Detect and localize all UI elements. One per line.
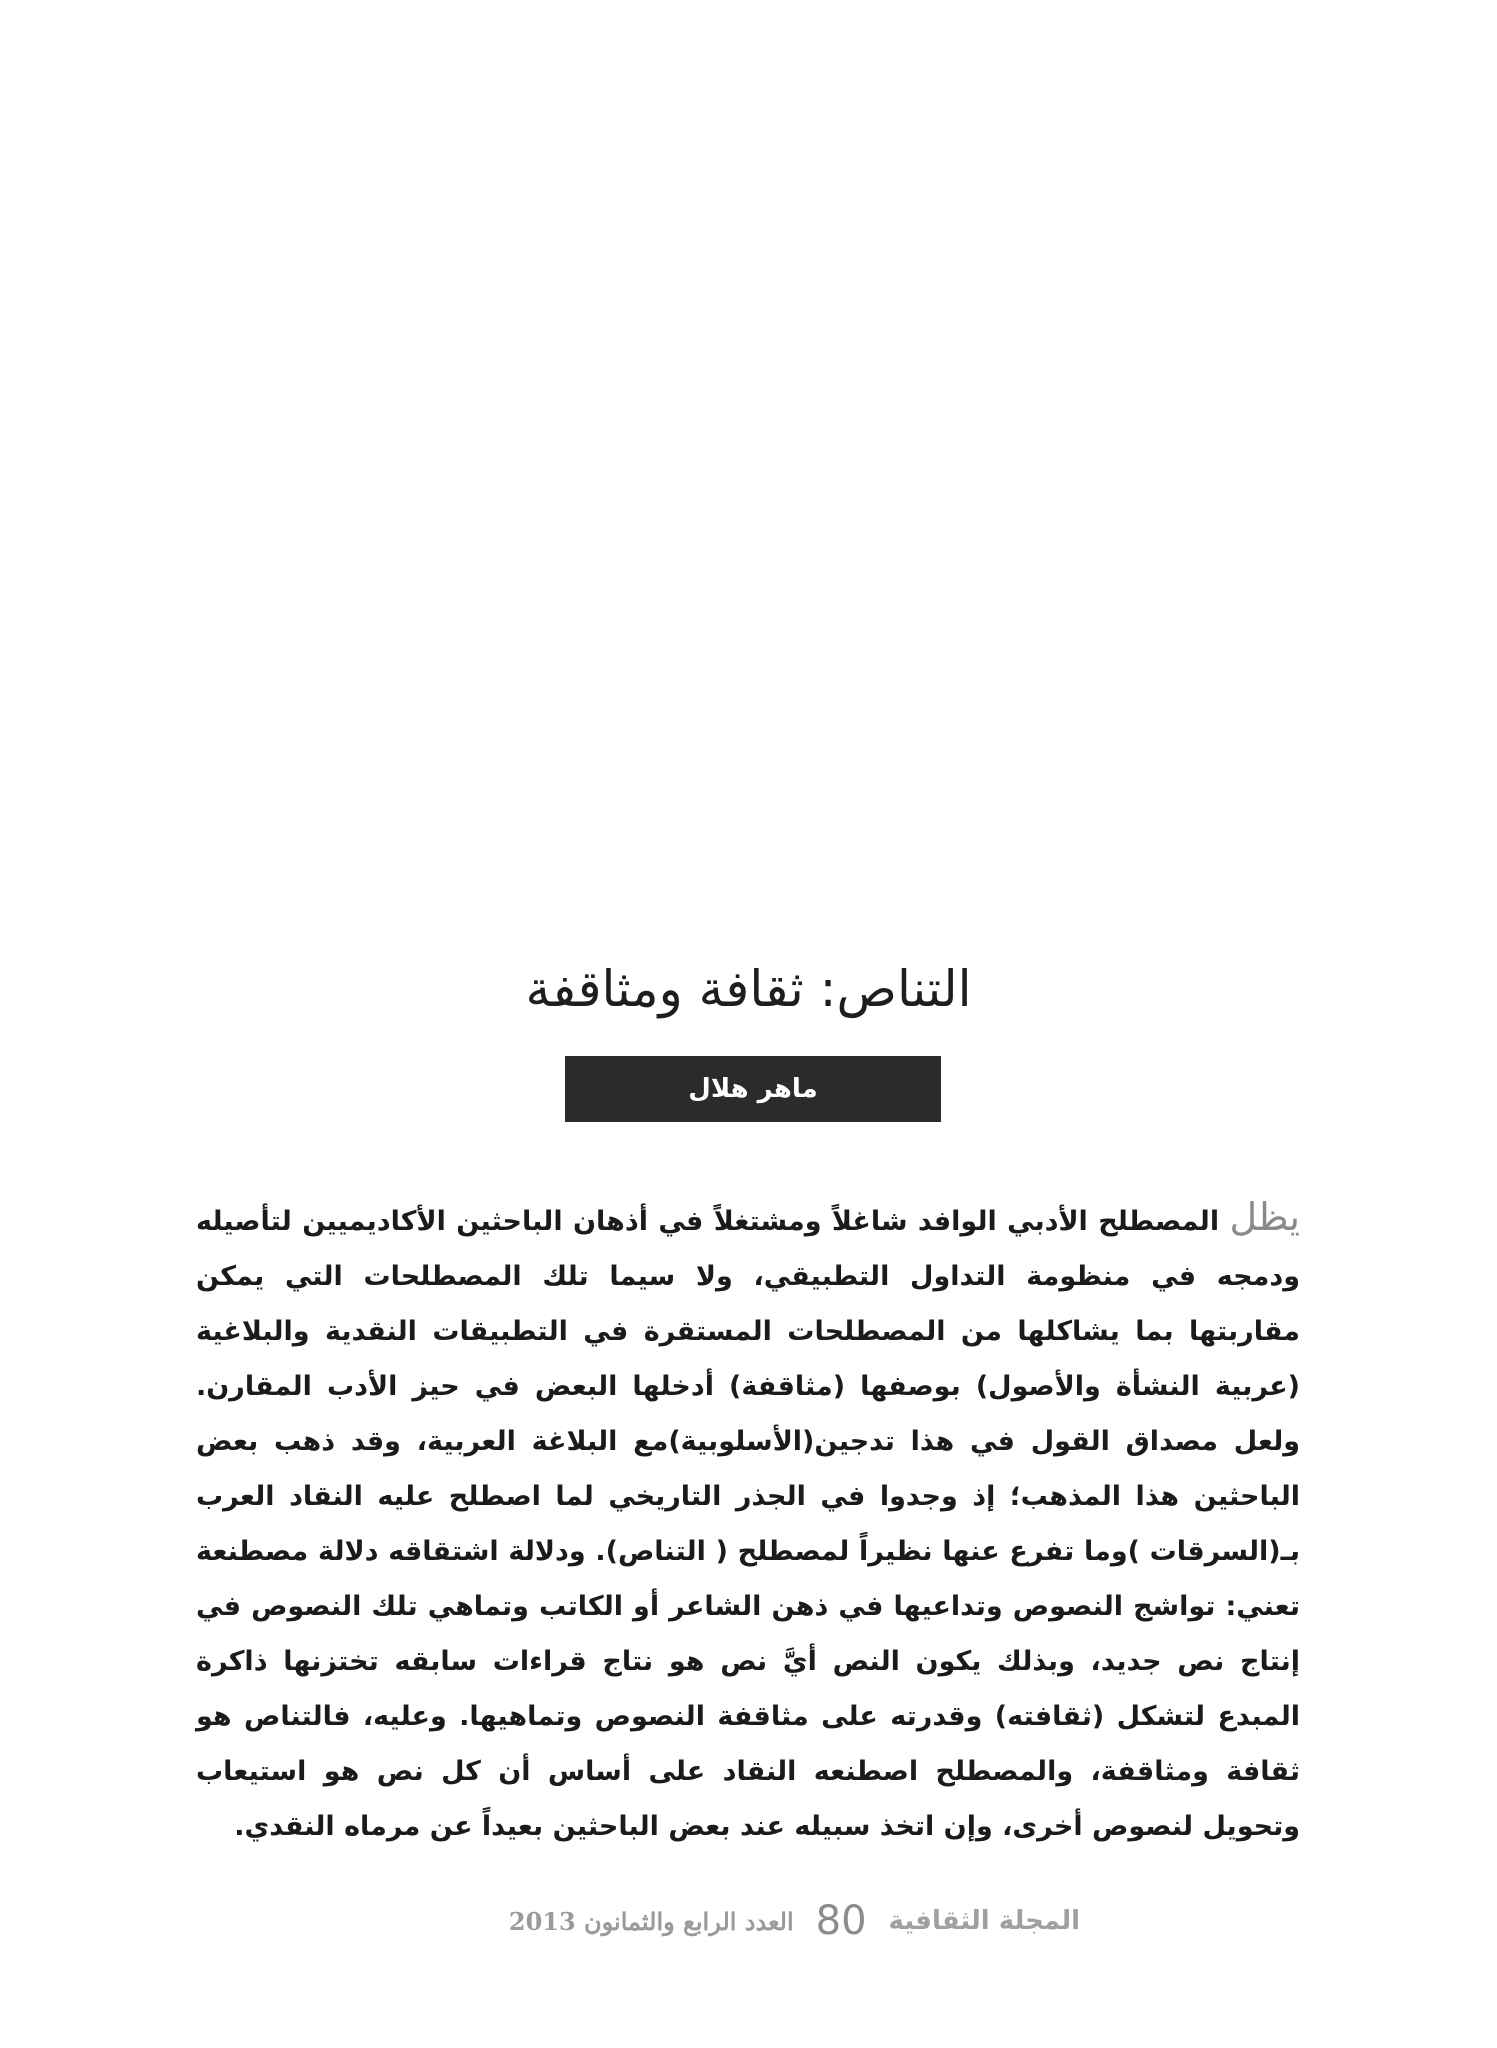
footer-issue-label: العدد الرابع والثمانون 2013: [508, 1906, 794, 1936]
footer-page-number: 80: [815, 1898, 867, 1944]
page-footer: [440, 1896, 1080, 1946]
author-banner: [565, 1056, 941, 1122]
footer-magazine-name: المجلة الثقافية: [888, 1906, 1080, 1936]
author-name: ماهر هلال: [688, 1074, 818, 1104]
article-body-text: المصطلح الأدبي الوافد شاغلاً ومشتغلاً في أذهان الباحثين الأكاديميين لتأصيله ودمجه في منظومة التداول التطبيقي، ولا سيما تلك المصطلحات التي يمكن مقاربتها بما يشاكلها من المصطلحات المستقرة في التطبيقات النقدية والبلاغية (عربية النشأة والأصول) بوصفها (مثاقفة) أدخلها البعض في حيز الأدب المقارن. ولعل مصداق القول في هذا تدجين(الأسلوبية)مع البلاغة العربية، وقد ذهب بعض الباحثين هذا المذهب؛ إذ وجدوا في الجذر التاريخي لما اصطلح عليه النقاد العرب بـ(السرقات )وما تفرع عنها نظيراً لمصطلح ( التناص). ودلالة اشتقاقه دلالة مصطنعة تعني: تواشج النصوص وتداعيها في ذهن الشاعر أو الكاتب وتماهي تلك النصوص في إنتاج نص جديد، وبذلك يكون النص أيَّ نص هو نتاج قراءات سابقه تختزنها ذاكرة المبدع لتشكل (ثقافته) وقدرته على مثاقفة النصوص وتماهيها. وعليه، فالتناص هو ثقافة ومثاقفة، والمصطلح اصطنعه النقاد على أساس أن كل نص هو استيعاب وتحويل لنصوص أخرى، وإن اتخذ سبيله عند بعض الباحثين بعيداً عن مرماه النقدي.: [196, 1206, 1300, 1842]
lead-word: يظل: [1229, 1195, 1300, 1239]
article-body: [196, 1190, 1300, 1854]
article-title: التناص: ثقافة ومثاقفة: [525, 959, 972, 1018]
